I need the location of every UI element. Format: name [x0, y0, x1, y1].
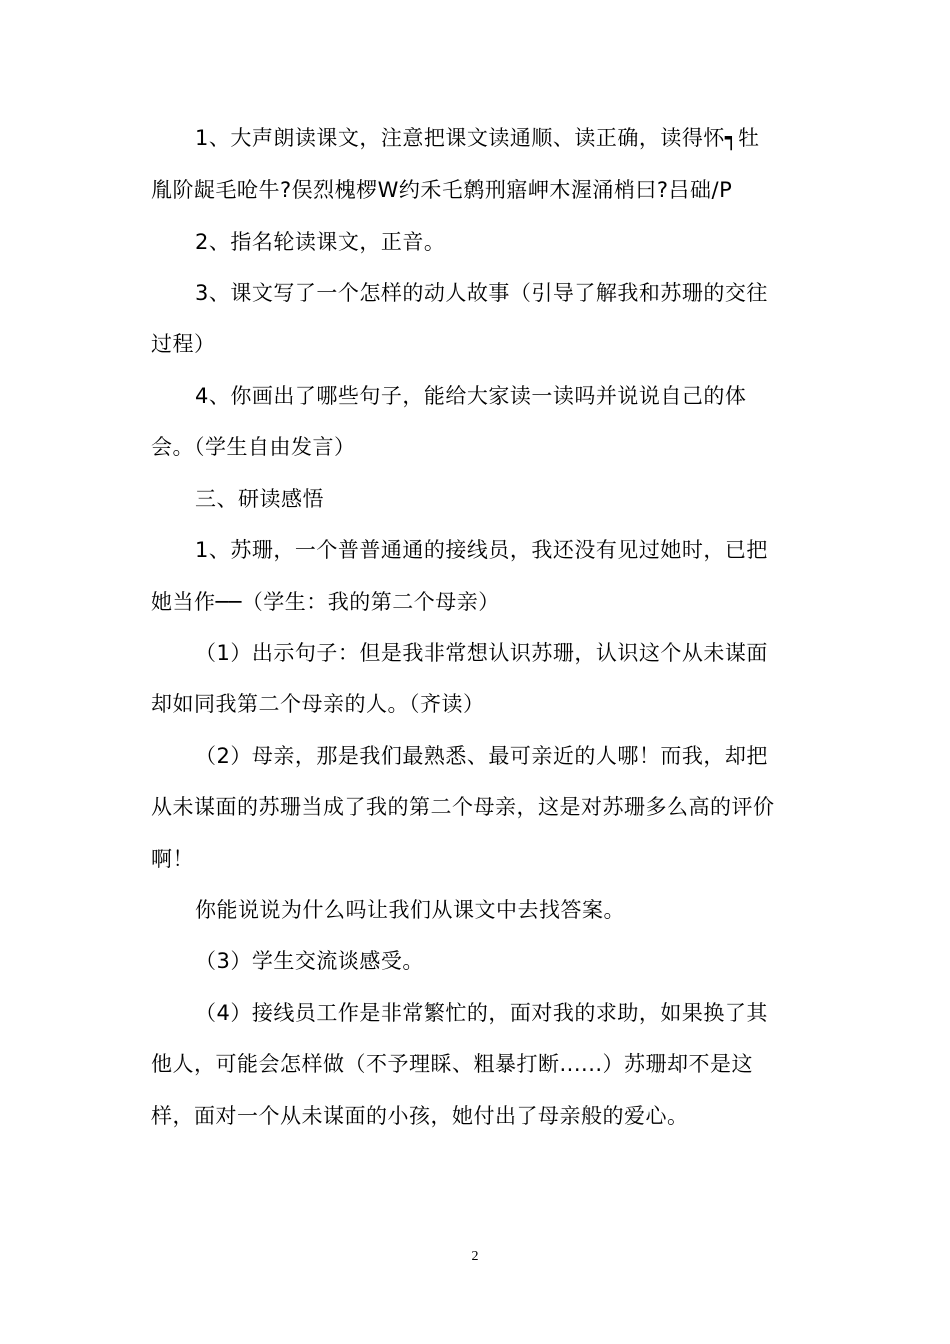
text-line: 啊！	[151, 847, 194, 871]
text-line: （3）学生交流谈感受。	[195, 949, 424, 973]
text-line: 3、课文写了一个怎样的动人故事（引导了解我和苏珊的交往	[195, 281, 768, 305]
text-line: （4）接线员工作是非常繁忙的，面对我的求助，如果换了其	[195, 1001, 768, 1025]
text-line: 他人，可能会怎样做（不予理睬、粗暴打断......）苏珊却不是这	[151, 1052, 754, 1076]
text-line: 胤阶龊毛呛牛?俣烈槐椤W约禾乇鹩刑寤岬木渥涌梢曰?吕础/P	[151, 178, 733, 202]
text-line: 4、你画出了哪些句子，能给大家读一读吗并说说自己的体	[195, 384, 747, 408]
text-line: 2、指名轮读课文，正音。	[195, 230, 446, 254]
section-heading: 三、研读感悟	[195, 487, 324, 511]
text-line: 样，面对一个从未谋面的小孩，她付出了母亲般的爱心。	[151, 1104, 689, 1128]
text-line: 你能说说为什么吗让我们从课文中去找答案。	[195, 898, 625, 922]
text-line: 却如同我第二个母亲的人。（齐读）	[151, 692, 485, 716]
text-line: 会。（学生自由发言）	[151, 435, 356, 459]
text-line: （2）母亲，那是我们最熟悉、最可亲近的人哪！而我，却把	[195, 744, 768, 768]
text-line: 1、大声朗读课文，注意把课文读通顺、读正确，读得怀┑牡	[195, 126, 760, 150]
text-line: 过程）	[151, 332, 216, 356]
text-line: 她当作──（学生：我的第二个母亲）	[151, 590, 500, 614]
page-number: 2	[471, 1249, 479, 1264]
text-line: 从未谋面的苏珊当成了我的第二个母亲，这是对苏珊多么高的评价	[151, 795, 775, 819]
text-line: （1）出示句子：但是我非常想认识苏珊，认识这个从未谋面	[195, 641, 768, 665]
text-line: 1、苏珊，一个普普通通的接线员，我还没有见过她时，已把	[195, 538, 768, 562]
